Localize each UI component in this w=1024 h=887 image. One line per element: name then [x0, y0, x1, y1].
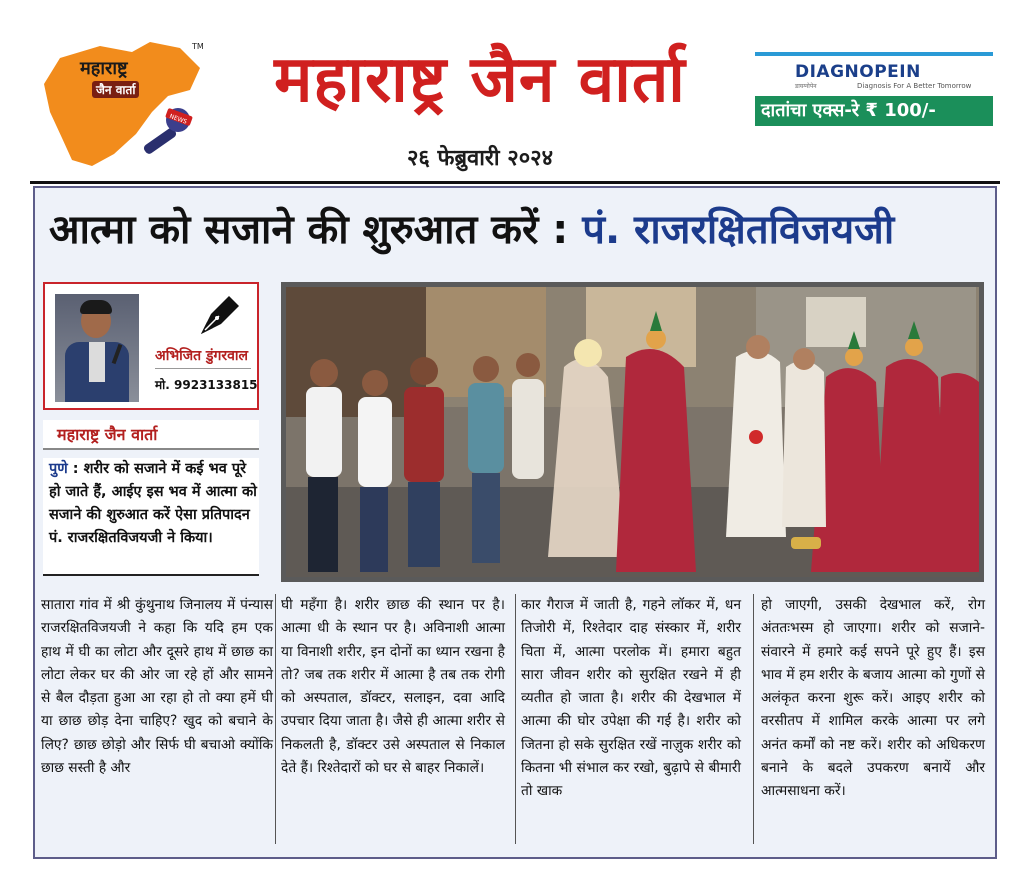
dateline-place: पुणे	[49, 461, 68, 477]
news-photo	[281, 282, 984, 582]
article-column-4: हो जाएगी, उसकी देखभाल करें, रोग अंततःभस्म हो जाएगा। शरीर को सजाने-संवारने में हमारे कई सपने पूरे हुए हैं। इस भाव में हम शरीर के बजाय आत्मा को गुणों से अलंकृत करना शुरू करें। आइए शरीर को वरसीतप में शामिल करके आत्मा पर लगे अनंत कर्मों को नष्ट करें। शरीर को अधिकरण बनाने के बदले उपकरण बनायें और आत्मसाधना करें।	[761, 597, 985, 800]
headline-main: आत्मा को सजाने की शुरुआत करें	[49, 207, 539, 253]
article-column-1: सातारा गांव में श्री कुंथुनाथ जिनालय में पंन्यास राजरक्षितविजयजी ने कहा कि यदि हम एक हाथ में घी का लोटा और दूसरे हाथ में छाछ का लोटा लेकर घर की ओर जा रहे हों और सामने से बैल दौड़ता हुआ आ रहा हो तो क्या हमें घी या छाछ छोड़ देना चाहिए? खुद को बचाने के लिए? छाछ छोड़ो और सिर्फ घी बचाओ क्योंकि छाछ सस्ती है और	[41, 597, 273, 777]
masthead-title: महाराष्ट्र जैन वार्ता	[274, 43, 686, 117]
column-divider	[275, 594, 276, 844]
author-divider	[155, 368, 251, 369]
ad-top-line	[755, 52, 993, 56]
section-brand-text: महाराष्ट्र जैन वार्ता	[57, 425, 158, 444]
microphone-icon	[136, 102, 196, 162]
headline-separator: :	[538, 207, 583, 253]
headline-name: पं. राजरक्षितविजयजी	[582, 207, 895, 253]
ad-tagline: Diagnosis For A Better Tomorrow	[857, 82, 972, 90]
author-box	[43, 282, 259, 410]
author-phone: मो. 9923133815	[155, 378, 258, 392]
article-column-3: कार गैराज में जाती है, गहने लॉकर में, धन तिजोरी में, रिश्तेदार दाह संस्कार में, शरीर चिता में, आत्मा परलोक में। हमारा बहुत सारा जीवन शरीर को सुरक्षित रखने में ही व्यतीत हो जाता है। शरीर की देखभाल में आत्मा की घोर उपेक्षा की गई है। शरीर को जितना हो सके सुरक्षित रखें नाज़ुक शरीर को कितना भी संभाल कर रखो, बुढ़ापे से बीमारी तो खाक	[521, 597, 741, 800]
article-frame	[33, 186, 997, 859]
author-photo	[55, 294, 139, 402]
masthead-divider	[30, 181, 1000, 184]
issue-date: २६ फेब्रुवारी २०२४	[406, 146, 554, 171]
ad-brand-subtitle: डायग्नोपेन	[795, 83, 817, 90]
article-intro	[43, 458, 259, 576]
diagnopein-advertisement[interactable]	[755, 52, 993, 128]
mic-flag-label: NEWS	[168, 112, 188, 126]
column-divider	[515, 594, 516, 844]
section-brand-label	[43, 420, 259, 450]
intro-text: : शरीर को सजाने में कई भव पूरे हो जाते हैं, आईए इस भव में आत्मा को सजाने की शुरुआत करें ऐसा प्रतिपादन पं. राजरक्षितविजयजी ने किया।	[49, 461, 257, 546]
logo-subtitle: जैन वार्ता	[92, 81, 139, 98]
ad-offer: दातांचा एक्स-रे ₹ 100/-	[755, 96, 993, 126]
article-column-2: घी महँगा है। शरीर छाछ की स्थान पर है। आत्मा धी के स्थान पर है। अविनाशी आत्मा या विनाशी शरीर, इन दोनों का ध्यान रखना है तो? जब तक शरीर में आत्मा है तब तक रोगी को अस्पताल, डॉक्टर, सलाइन, दवा आदि उपचार दिया जाता है। जैसे ही आत्मा शरीर से निकलती है, डॉक्टर उसे अस्पताल से निकाल देते हैं। रिश्तेदारों को घर से बाहर निकालें।	[281, 597, 505, 777]
publication-logo	[40, 38, 210, 170]
trademark-label: TM	[192, 42, 204, 51]
author-name: अभिजित डुंगरवाल	[155, 348, 249, 364]
article-headline	[49, 200, 989, 260]
procession-photo-illustration	[286, 287, 979, 577]
ad-brand: DIAGNOPEIN	[795, 62, 921, 82]
logo-name: महाराष्ट्र	[80, 58, 128, 79]
column-divider	[753, 594, 754, 844]
fountain-pen-icon	[195, 288, 247, 340]
